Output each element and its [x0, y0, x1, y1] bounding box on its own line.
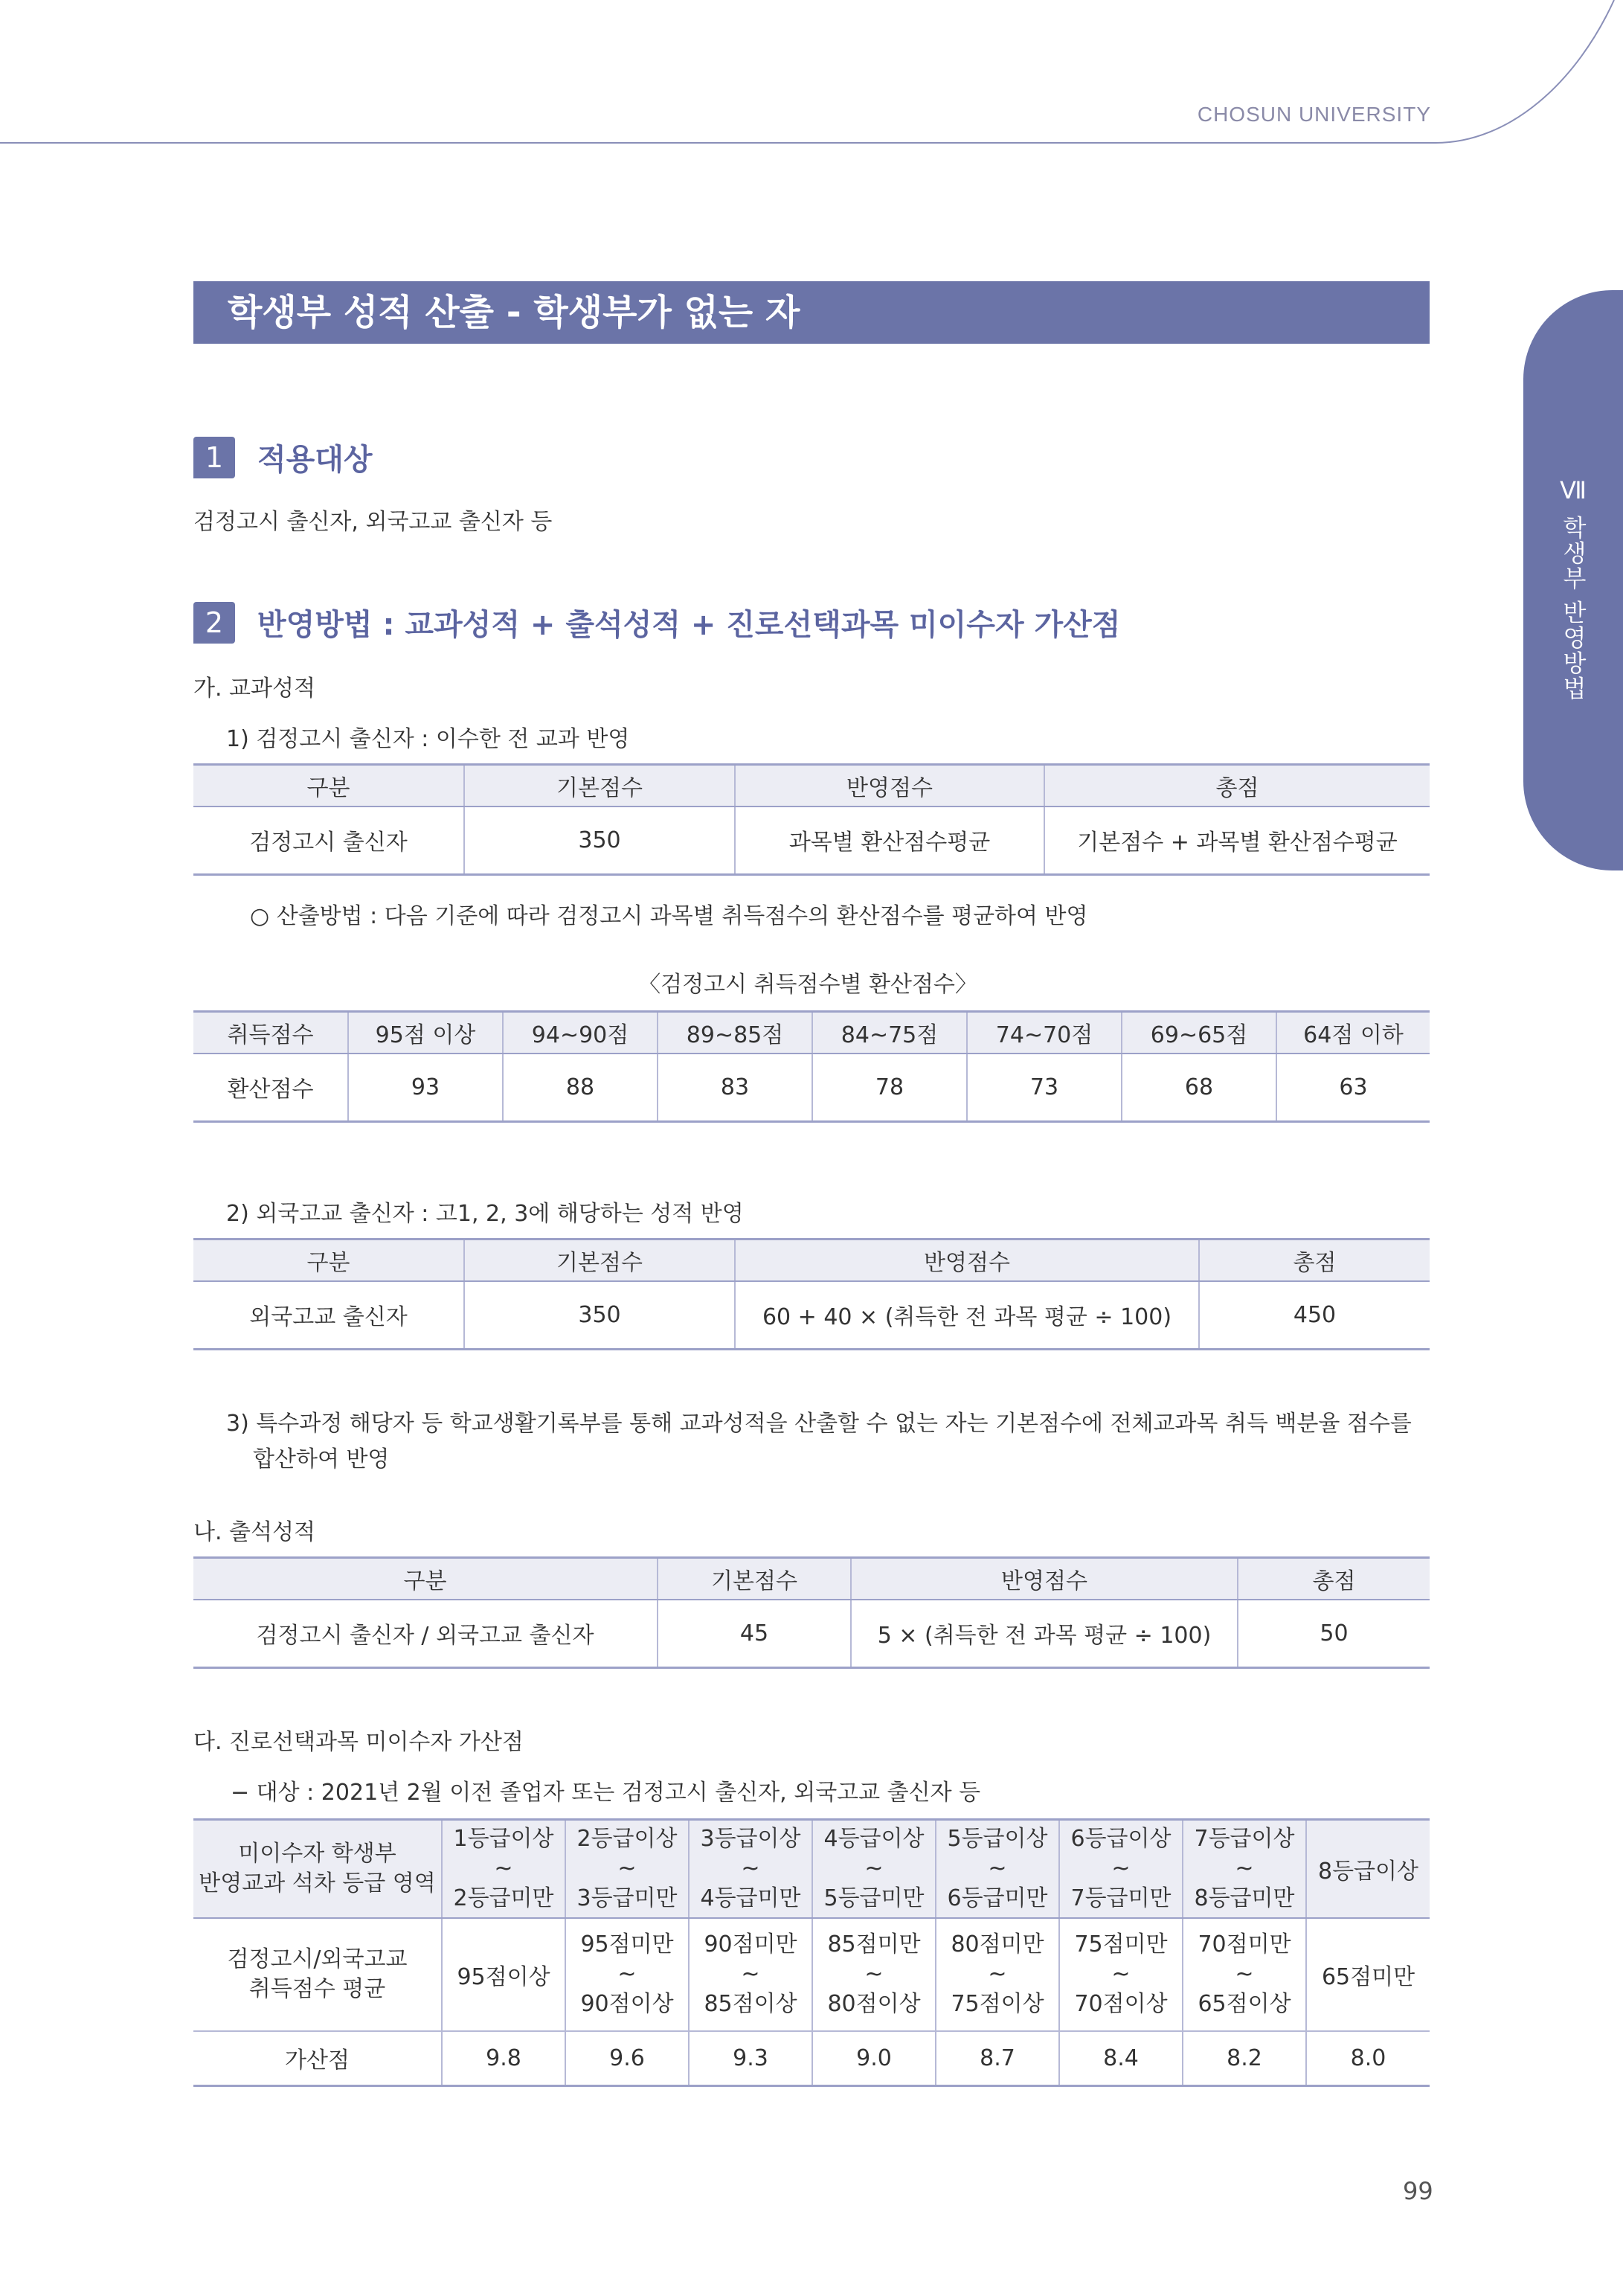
tilde: ~: [494, 1855, 513, 1882]
table-header: 69~65점: [1122, 1012, 1276, 1054]
table-row: [193, 1600, 1430, 1668]
table-header: 반영점수: [735, 765, 1044, 807]
ga-sub3-line2: 합산하여 반영: [253, 1446, 390, 1472]
table-row: [193, 1918, 1430, 2031]
grade-top: 2등급이상: [576, 1825, 678, 1852]
conversion-caption-text: 〈검정고시 취득점수별 환산점수〉: [638, 972, 977, 998]
tilde: ~: [741, 1960, 760, 1987]
tilde: ~: [617, 1855, 637, 1882]
table-cell: 93: [348, 1054, 503, 1122]
range-bottom: 75점이상: [951, 1990, 1044, 2017]
table-cell: 73: [967, 1054, 1122, 1122]
grade-header: [689, 1820, 812, 1918]
grade-header: [565, 1820, 689, 1918]
table-header: 89~85점: [658, 1012, 812, 1054]
table-cell: 83: [658, 1054, 812, 1122]
bonus-cell: 9.8: [442, 2031, 565, 2086]
grade-top: 7등급이상: [1194, 1825, 1295, 1852]
table-header: 기본점수: [464, 765, 735, 807]
range-bottom: 80점이상: [827, 1990, 921, 2017]
conversion-table: [193, 1010, 1430, 1123]
tilde: ~: [864, 1855, 884, 1882]
grade-top: 3등급이상: [700, 1825, 801, 1852]
grade-top: 1등급이상: [453, 1825, 554, 1852]
table-header: 반영점수: [851, 1558, 1238, 1600]
table-row: [193, 807, 1430, 875]
section-1-text: 검정고시 출신자, 외국고교 출신자 등: [193, 509, 553, 535]
table-header-row: [193, 1558, 1430, 1600]
grade-bottom: 7등급미만: [1070, 1885, 1172, 1911]
grade-header: [1059, 1820, 1183, 1918]
conversion-caption: [0, 966, 1623, 998]
table-header: 기본점수: [464, 1240, 735, 1281]
bonus-cell: 9.3: [689, 2031, 812, 2086]
tilde: ~: [617, 1960, 637, 1987]
bonus-cell: 9.6: [565, 2031, 689, 2086]
corner-line: 미이수자 학생부: [238, 1840, 396, 1867]
grade-bottom: 3등급미만: [576, 1885, 678, 1911]
table-header-row: [193, 1820, 1430, 1918]
range-top: 75점미만: [1074, 1931, 1168, 1957]
ga-sub1: 1) 검정고시 출신자 : 이수한 전 교과 반영: [226, 726, 630, 752]
bonus-cell: 8.0: [1306, 2031, 1430, 2086]
table-header: 반영점수: [735, 1240, 1199, 1281]
table-cell: 기본점수 + 과목별 환산점수평균: [1044, 807, 1430, 875]
grade-header-last: 8등급이상: [1306, 1820, 1430, 1918]
table-cell: 검정고시 출신자 / 외국고교 출신자: [193, 1600, 658, 1668]
table-cell: 환산점수: [193, 1054, 348, 1122]
table-header: 취득점수: [193, 1012, 348, 1054]
ga-table2: [193, 1238, 1430, 1350]
table-header-row: [193, 1012, 1430, 1054]
corner-line: 반영교과 석차 등급 영역: [199, 1870, 436, 1896]
section-2-number: 2: [193, 602, 235, 644]
table-cell: 50: [1238, 1600, 1430, 1668]
grade-header: [442, 1820, 565, 1918]
table-header: 총점: [1199, 1240, 1430, 1281]
table-cell: 350: [464, 1281, 735, 1350]
range-cell: [1183, 1918, 1306, 2031]
subsection-na-heading: 나. 출석성적: [193, 1519, 315, 1545]
table-header: 총점: [1044, 765, 1430, 807]
range-top: 85점미만: [827, 1931, 921, 1957]
tilde: ~: [1111, 1960, 1131, 1987]
grade-header: [936, 1820, 1059, 1918]
grade-bottom: 4등급미만: [700, 1885, 801, 1911]
table-cell: 350: [464, 807, 735, 875]
bonus-cell: 9.0: [812, 2031, 936, 2086]
ga-table1: [193, 763, 1430, 876]
grade-top: 6등급이상: [1070, 1825, 1172, 1852]
table-header: 84~75점: [812, 1012, 967, 1054]
row-label-line: 검정고시/외국고교: [227, 1946, 408, 1972]
table-cell: 검정고시 출신자: [193, 807, 464, 875]
table-header: 구분: [193, 1240, 464, 1281]
table-cell: 5 × (취득한 전 과목 평균 ÷ 100): [851, 1600, 1238, 1668]
table-cell: 60 + 40 × (취득한 전 과목 평균 ÷ 100): [735, 1281, 1199, 1350]
grade-bottom: 2등급미만: [453, 1885, 554, 1911]
section-2-title: 반영방법 : 교과성적 + 출석성적 + 진로선택과목 미이수자 가산점: [257, 608, 1121, 642]
range-cell: [1059, 1918, 1183, 2031]
table-header-row: [193, 765, 1430, 807]
table-cell: 95점이상: [442, 1918, 565, 2031]
table-header: 94~90점: [503, 1012, 658, 1054]
grade-top: 4등급이상: [823, 1825, 925, 1852]
range-bottom: 85점이상: [704, 1990, 797, 2017]
grade-bottom: 8등급미만: [1194, 1885, 1295, 1911]
tilde: ~: [1235, 1855, 1254, 1882]
grade-header: [1183, 1820, 1306, 1918]
table-cell: 외국고교 출신자: [193, 1281, 464, 1350]
ga-sub2: 2) 외국고교 출신자 : 고1, 2, 3에 해당하는 성적 반영: [226, 1201, 744, 1227]
table-header: 구분: [193, 765, 464, 807]
row-label: 가산점: [193, 2031, 442, 2086]
table-cell: 63: [1276, 1054, 1430, 1122]
da-target: − 대상 : 2021년 2월 이전 졸업자 또는 검정고시 출신자, 외국고교 출신자 등: [231, 1780, 981, 1806]
table-cell: 68: [1122, 1054, 1276, 1122]
grade-header: [812, 1820, 936, 1918]
table-header: 구분: [193, 1558, 658, 1600]
table-header: 74~70점: [967, 1012, 1122, 1054]
chapter-side-label: Ⅶ 학생부 반영방법: [1559, 476, 1587, 702]
tilde: ~: [1111, 1855, 1131, 1882]
bonus-table: [193, 1818, 1430, 2087]
row-label-line: 취득점수 평균: [248, 1975, 386, 2002]
bonus-cell: 8.7: [936, 2031, 1059, 2086]
range-cell: [812, 1918, 936, 2031]
tilde: ~: [988, 1960, 1007, 1987]
university-name: CHOSUN UNIVERSITY: [1197, 103, 1431, 126]
table-cell: 88: [503, 1054, 658, 1122]
bonus-cell: 8.4: [1059, 2031, 1183, 2086]
table-header-row: [193, 1240, 1430, 1281]
range-top: 80점미만: [951, 1931, 1044, 1957]
row-label: [193, 1918, 442, 2031]
attendance-table: [193, 1556, 1430, 1669]
grade-bottom: 5등급미만: [823, 1885, 925, 1911]
table-header: 95점 이상: [348, 1012, 503, 1054]
tilde: ~: [864, 1960, 884, 1987]
range-top: 70점미만: [1198, 1931, 1291, 1957]
section-1-heading: [193, 436, 373, 478]
ga-method: ○ 산출방법 : 다음 기준에 따라 검정고시 과목별 취득점수의 환산점수를 평균하여 반영: [250, 903, 1088, 929]
table-cell: 65점미만: [1306, 1918, 1430, 2031]
page-number: 99: [1403, 2177, 1433, 2205]
table-cell: 과목별 환산점수평균: [735, 807, 1044, 875]
table-header: 64점 이하: [1276, 1012, 1430, 1054]
bonus-cell: 8.2: [1183, 2031, 1306, 2086]
grade-bottom: 6등급미만: [947, 1885, 1048, 1911]
table-cell: 45: [658, 1600, 851, 1668]
table-cell: 450: [1199, 1281, 1430, 1350]
table-header: 기본점수: [658, 1558, 851, 1600]
range-cell: [565, 1918, 689, 2031]
range-bottom: 65점이상: [1198, 1990, 1291, 2017]
page-title: 학생부 성적 산출 - 학생부가 없는 자: [193, 281, 1430, 344]
tilde: ~: [988, 1855, 1007, 1882]
table-row: [193, 1281, 1430, 1350]
range-bottom: 90점이상: [580, 1990, 674, 2017]
table-row: [193, 2031, 1430, 2086]
range-top: 90점미만: [704, 1931, 797, 1957]
section-1-title: 적용대상: [257, 443, 373, 477]
range-top: 95점미만: [580, 1931, 674, 1957]
grade-top: 5등급이상: [947, 1825, 1048, 1852]
ga-sub3-line1: 3) 특수과정 해당자 등 학교생활기록부를 통해 교과성적을 산출할 수 없는 자는 기본점수에 전체교과목 취득 백분율 점수를: [226, 1411, 1412, 1437]
section-1-number: 1: [193, 437, 235, 478]
table-cell: 78: [812, 1054, 967, 1122]
table-header-corner: [193, 1820, 442, 1918]
tilde: ~: [741, 1855, 760, 1882]
range-bottom: 70점이상: [1074, 1990, 1168, 2017]
tilde: ~: [1235, 1960, 1254, 1987]
table-header: 총점: [1238, 1558, 1430, 1600]
table-row: [193, 1054, 1430, 1122]
section-2-heading: [193, 601, 1120, 644]
subsection-da-heading: 다. 진로선택과목 미이수자 가산점: [193, 1729, 524, 1755]
range-cell: [936, 1918, 1059, 2031]
range-cell: [689, 1918, 812, 2031]
subsection-ga-heading: 가. 교과성적: [193, 676, 315, 702]
